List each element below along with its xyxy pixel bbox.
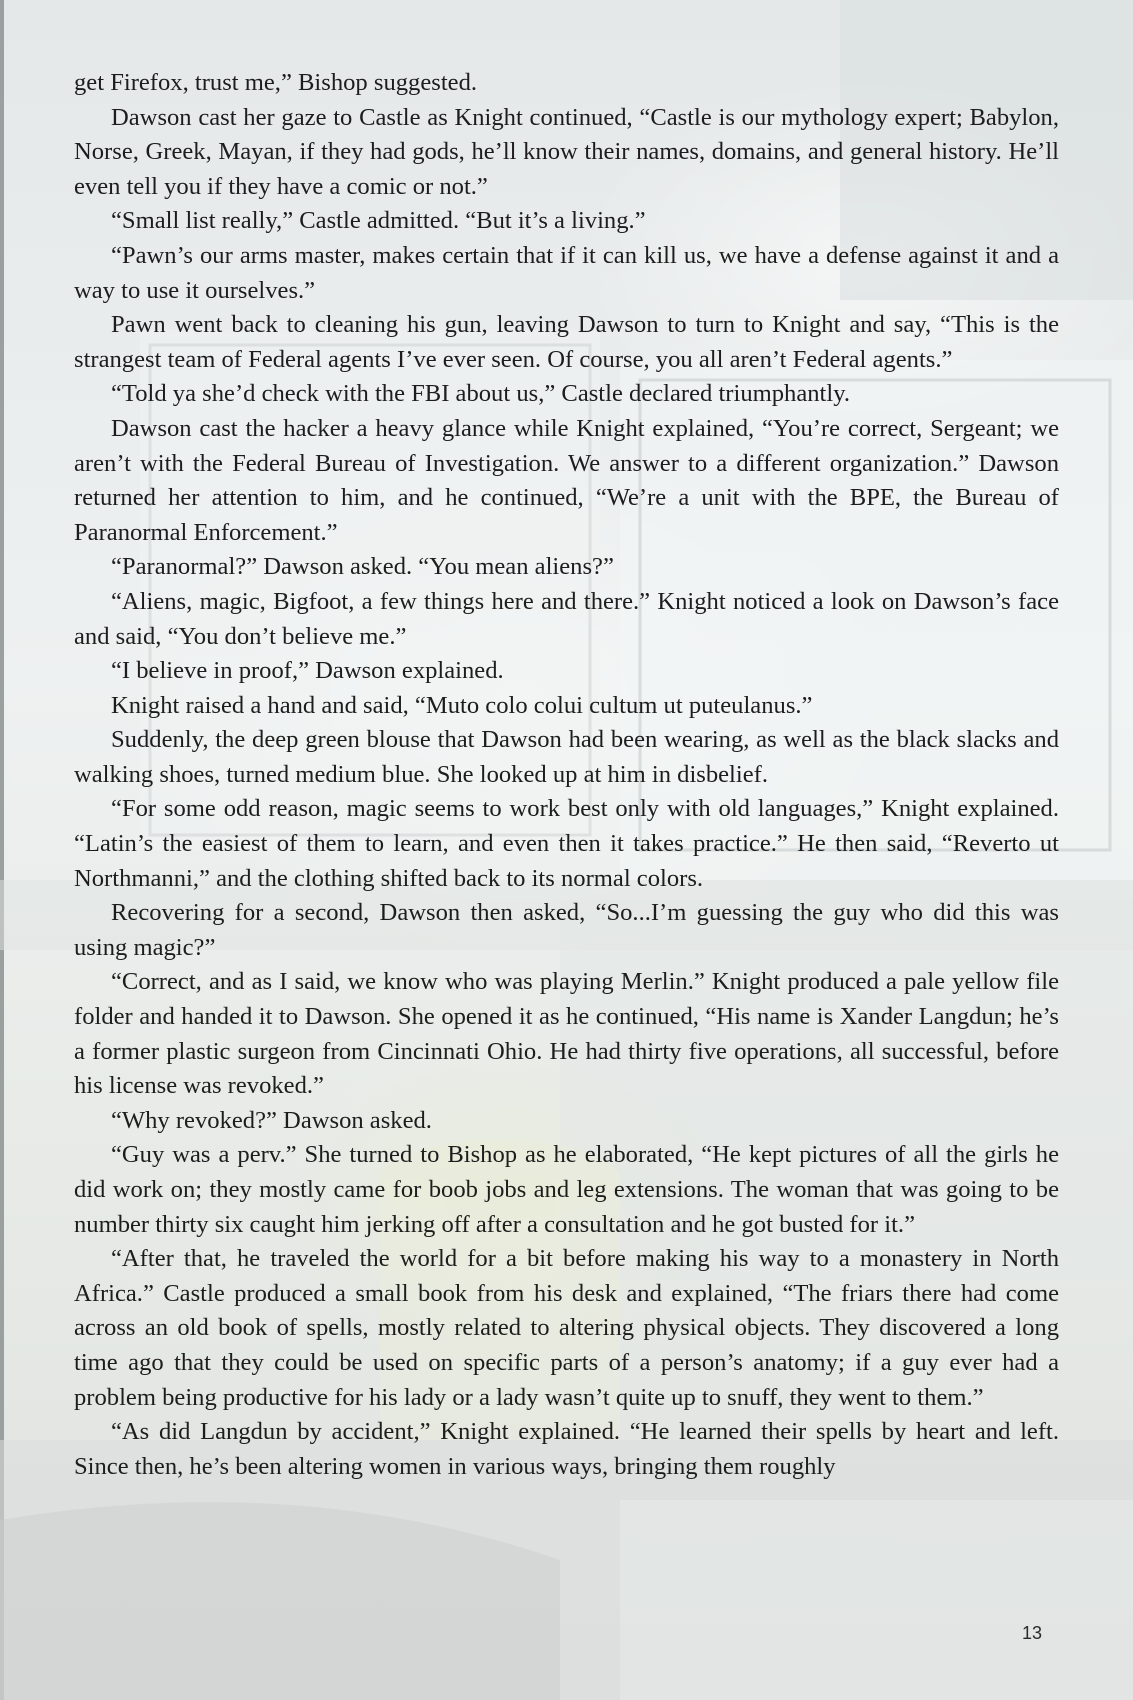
page-number: 13 <box>1022 1623 1043 1643</box>
paragraph: “After that, he traveled the world for a bit before making his way to a monastery in North Africa.” Castle produced a small book from his desk and explained, “The friars there had come across an old book of spells, mostly related to altering physical objects. They discovered a long time ago that they could be used on specific parts of a person’s anatomy; if a guy ever had a problem being productive for his lady or a lady wasn’t quite up to snuff, they went to them.” <box>74 1245 1059 1411</box>
paragraph: “Aliens, magic, Bigfoot, a few things here and there.” Knight noticed a look on Dawson’s face and said, “You don’t believe me.” <box>74 587 1059 650</box>
paragraph: “Why revoked?” Dawson asked. <box>111 1106 432 1134</box>
paragraph: “I believe in proof,” Dawson explained. <box>111 657 504 685</box>
paragraph: “Told ya she’d check with the FBI about us,” Castle declared triumphantly. <box>111 380 851 408</box>
paragraph: get Firefox, trust me,” Bishop suggested. <box>74 69 478 96</box>
paragraph: “As did Langdun by accident,” Knight explained. “He learned their spells by heart and left. Since then, he’s been altering women in various ways, bringing them roughly <box>74 1418 1059 1480</box>
paragraph: Dawson cast her gaze to Castle as Knight continued, “Castle is our mythology expert; Babylon, Norse, Greek, Mayan, if they had gods, he’ll know their names, domains, and general history. He’ll even tell you if they have a comic or not.” <box>74 103 1059 200</box>
paragraph: “Guy was a perv.” She turned to Bishop as he elaborated, “He kept pictures of all the girls he did work on; they mostly came for boob jobs and leg extensions. The woman that was going to be number thirty six caught him jerking off after a consultation and he got busted for it.” <box>74 1141 1059 1238</box>
paragraph: Knight raised a hand and said, “Muto colo colui cultum ut puteulanus.” <box>111 691 813 719</box>
paragraph: “Correct, and as I said, we know who was playing Merlin.” Knight produced a pale yellow file folder and handed it to Dawson. She opened it as he continued, “His name is Xander Langdun; he’s a former plastic surgeon from Cincinnati Ohio. He had thirty five operations, all successful, before his license was revoked.” <box>74 968 1059 1100</box>
body-text <box>74 66 1059 1484</box>
paragraph: Suddenly, the deep green blouse that Dawson had been wearing, as well as the black slacks and walking shoes, turned medium blue. She looked up at him in disbelief. <box>74 726 1059 788</box>
paragraph: “Small list really,” Castle admitted. “But it’s a living.” <box>111 207 646 235</box>
paragraph: Pawn went back to cleaning his gun, leaving Dawson to turn to Knight and say, “This is the strangest team of Federal agents I’ve ever seen. Of course, you all aren’t Federal agents.” <box>74 311 1059 373</box>
paragraph: “Pawn’s our arms master, makes certain that if it can kill us, we have a defense against it and a way to use it ourselves.” <box>74 241 1059 304</box>
paragraph: “Paranormal?” Dawson asked. “You mean aliens?” <box>111 553 614 581</box>
paragraph: Dawson cast the hacker a heavy glance while Knight explained, “You’re correct, Sergeant; we aren’t with the Federal Bureau of Investigation. We answer to a different organization.” Dawson returned her attention to him, and he continued, “We’re a unit with the BPE, the Bureau of Paranormal Enforcement.” <box>74 414 1059 546</box>
paragraph: “For some odd reason, magic seems to work best only with old languages,” Knight explained. “Latin’s the easiest of them to learn, and even then it takes practice.” He then said, “Reverto ut Northmanni,” and the clothing shifted back to its normal colors. <box>74 795 1059 892</box>
paragraph: Recovering for a second, Dawson then asked, “So...I’m guessing the guy who did this was using magic?” <box>74 899 1059 961</box>
